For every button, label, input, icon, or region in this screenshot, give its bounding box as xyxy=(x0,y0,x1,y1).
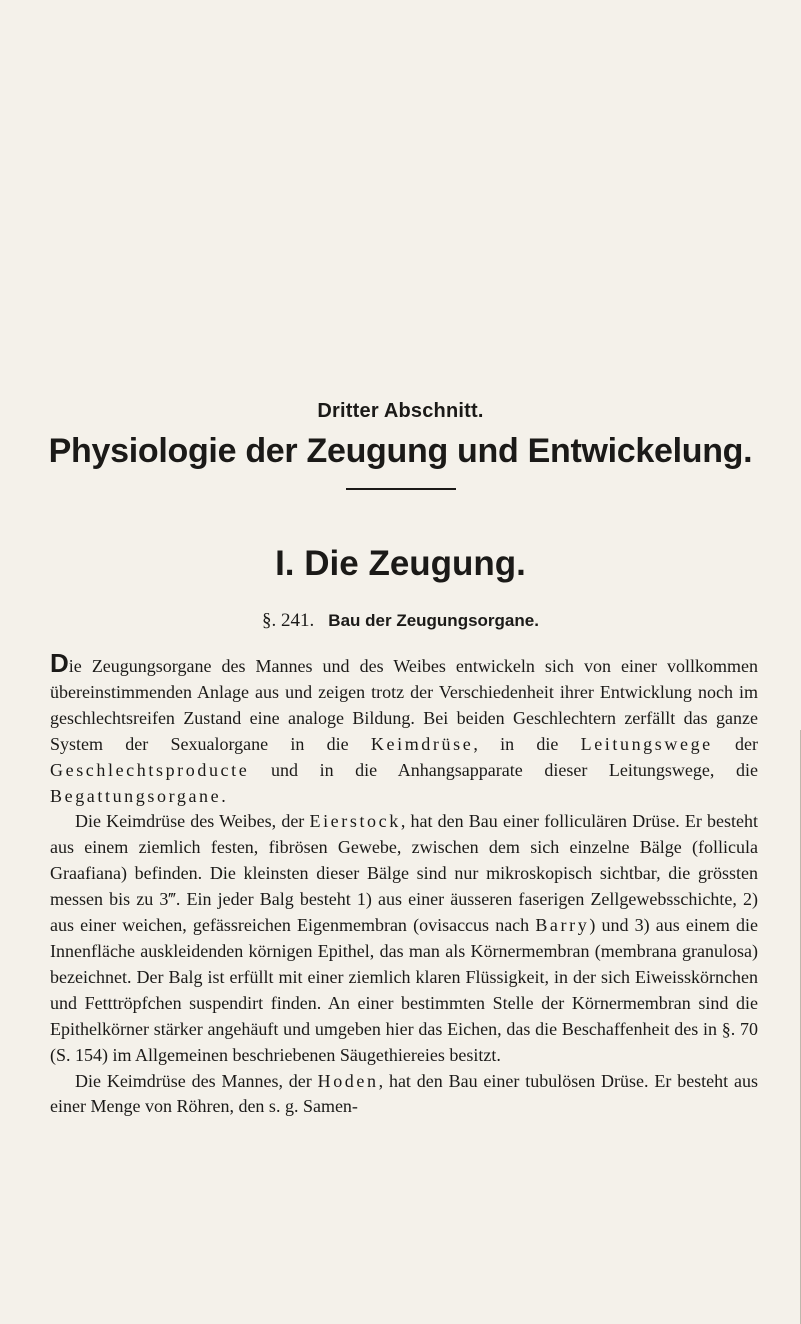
chapter-title: I. Die Zeugung. xyxy=(275,544,526,583)
term-hoden: Hoden xyxy=(317,1070,379,1091)
body-text xyxy=(50,648,759,1120)
term-eierstock: Eierstock xyxy=(309,811,401,832)
term-leitungswege: Leitungswege xyxy=(580,733,713,754)
paragraph-title: Bau der Zeugungsorgane. xyxy=(328,611,539,630)
term-keimdruese: Keimdrüse xyxy=(370,733,474,754)
section-label: Dritter Abschnitt. xyxy=(317,400,484,422)
term-begattungsorgane: Begattungsorgane xyxy=(50,785,222,806)
paragraph-heading xyxy=(0,610,801,632)
paragraph-3: Die Keimdrüse des Mannes, der Hoden, hat den Bau einer tubulösen Drüse. Er besteht aus einer Menge von Röhren, den s. g. Samen- xyxy=(50,1070,759,1117)
drop-cap: D xyxy=(50,648,69,678)
term-geschlechtsproducte: Geschlechtsproducte xyxy=(50,759,250,780)
paragraph-number: §. 241. xyxy=(262,610,315,631)
name-barry: Barry xyxy=(535,915,590,936)
paragraph-2: Die Keimdrüse des Weibes, der Eierstock, hat den Bau einer folliculären Drüse. Er besteht aus einem ziemlich festen, fibrösen Gewebe, zwischen dem sich einzelne Bälge (follicula Graafiana) befinden. Die kleinsten dieser Bälge sind nur mikroskopisch sichtbar, die grössten messen bis zu 3‴. Ein jeder Balg besteht 1) aus einer äusseren faserigen Zellgewebsschichte, 2) aus einer weichen, gefässreichen Eigenmembran (ovisaccus nach Barry) und 3) aus einem die Innenfläche auskleidenden körnigen Epithel, das man als Körnermembran (membrana granulosa) bezeichnet. Der Balg ist erfüllt mit einer ziemlich klaren Flüssigkeit, in der sich Eiweisskörnchen und Fetttröpfchen suspendirt finden. An einer bestimmten Stelle der Körnermembran sind die Epithelkörner stärker angehäuft und umgeben hier das Eichen, das die Beschaffenheit des in §. 70 (S. 154) im Allgemeinen beschriebenen Säugethiereies besitzt. xyxy=(50,811,759,1065)
main-title: Physiologie der Zeugung und Entwickelung. xyxy=(48,432,753,470)
paragraph-1: Die Zeugungsorgane des Mannes und des Weibes entwickeln sich von einer vollkommen übereinstimmenden Anlage aus und zeigen trotz der Verschiedenheit ihrer Entwicklung noch im geschlechtsreifen Zustand eine analoge Bildung. Bei beiden Geschlechtern zerfällt das ganze System der Sexualorgane in die Keimdrüse, in die Leitungswege der Geschlechtsproducte und in die Anhangsapparate dieser Leitungswege, die Begattungsorgane. xyxy=(50,648,759,806)
title-rule xyxy=(346,488,456,490)
